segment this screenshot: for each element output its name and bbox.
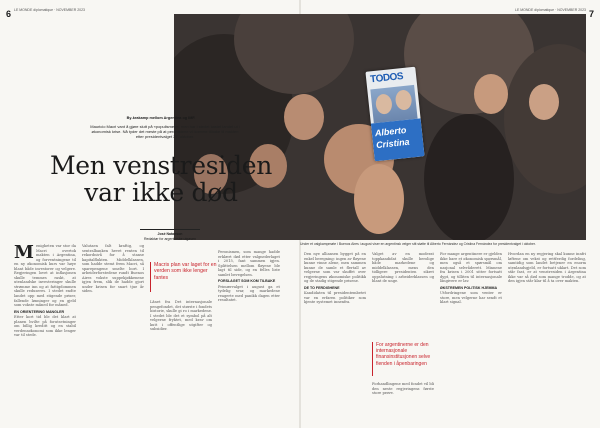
flyer-name-2: Cristina [375, 136, 411, 151]
flyer-name-1: Alberto [374, 124, 407, 139]
pullquote-right: For argentinerne er den internasjonale finansinstitusjonen selve fienden i åpenbaringen [376, 342, 431, 367]
body-column-2: Valutaen falt kraftig, og sentralbanken hevet renten til rekordnivå for å stanse kapitalflukten. Middelklassen, som hadde stemt frem Macri, så sparepengene smelte bort. I arbeiderforstedene rundt Buenos Aires vokste suppekjøkkenene igjen frem, slik de hadde gjort under krisen for snart tjue år siden. [82, 244, 144, 294]
body-column-7: For mange argentinere er gjelden ikke bare et økonomisk spørsmål, men også et spørsmål om nasjonal selvråderett. Minnene fra krisen i 2001 sitter fortsatt dypt, og tilliten til internasjonale långivere er lav. ØKSTREMEN POLITISK HJEMMA Utfordringene som venter er store, men velgerne har sendt et klart signal. [440, 252, 502, 305]
body-text: enigheten var stor da Macri overtok makten i Argentina, og forventningene til en ny økonomisk kurs var høye blant både investorer og velgere. Regjeringen lovet at inflasjonen skulle temmes raskt, at utenlandske investeringer skulle strømme inn og at fattigdommen skulle reduseres. I stedet endte landet opp med stigende priser, fallende lønninger og en gjeld som vokste måned for måned. [14, 244, 76, 308]
running-head-right: LE MONDE diplomatique · NOVEMBER 2023 [515, 8, 586, 12]
flyer-name-band [371, 118, 425, 161]
byline-name: José Natanson [157, 232, 183, 236]
body-column-6: Valget av en moderat toppkandidat skulle berolige både markedene og middelklassen, mens den tidligere presidenten sikret oppslutning i arbeiderklassen og blant de unge. [372, 252, 434, 284]
photo-caption: Under et valgkampmøte i Buenos Aires i august viser en argentinsk velger sitt støtte til Alberto Fernández og Cristina Fernández for presidentvalget i oktober. [300, 242, 536, 246]
headline-line-1: Men venstresiden [49, 151, 272, 180]
body-column-6b: Forhandlingene med fondet vil bli den neste regjeringens første store prøve. [372, 382, 434, 396]
kicker: By-krakamp mellom Argentina og IMF. [126, 116, 196, 120]
pullquote-left-bar [150, 262, 151, 292]
pullquote-right-bar [372, 342, 373, 376]
flyer-logo: TODOS [369, 70, 404, 86]
subhead-2: FORSLAGET SOM KOM TILBAKE [218, 279, 276, 284]
byline [120, 232, 220, 241]
subhead-3: DE TO FERDIGHENE [304, 285, 340, 290]
body-column-5: Den nye alliansen bygget på en enkel beregning: ingen av fløyene kunne vinne alene, men sammen kunne de samle et flertall av velgerne som var skuffet over regjeringens økonomiske politikk og de stadig stigende prisene. DE TO FERDIGHENE Kandidaten til presidentembetet var en erfaren politiker som kjente systemet innenfra. [304, 252, 366, 305]
page-number-left: 6 [6, 9, 12, 19]
body-column-1: M enigheten var stor da Macri overtok makten i Argentina, og forventningene til en ny økonomisk kurs var høye blant både investorer og velgere. Regjeringen lovet at inflasjonen skulle temmes raskt, at utenlandske investeringer skulle strømme inn og at fattigdommen skulle reduseres. I stedet endte landet opp med stigende priser, fallende lønninger og en gjeld som vokste måned for måned. EN ORIENTERING MANGLER Etter kort tid ble det klart at planen hvilte på forutsetninger om billig kreditt og en stabil verdensøkonomi som ikke lenger var til stede. [14, 244, 76, 338]
body-column-3: Lånet fra Det internasjonale pengefondet, det største i fondets historie, skulle gi ro i markedene. I stedet ble det et symbol på alt velgerne fryktet, med krav om kutt i offentlige utgifter og subsidier. [150, 300, 212, 332]
headline-line-2: var ikke død [84, 178, 238, 207]
pullquote-left: Macris plan var laget for en verden som ikke lenger fantes [154, 262, 217, 281]
deck: Mauricio Macri vant å gjøre slutt på «populismen», men har i stedet kastet landet ut i økonomisk krise. Nå tyder det meste på at peronistene vil komme tilbake til makten etter presidentvalget 27. oktober. [90, 124, 240, 139]
subhead-1: EN ORIENTERING MANGLER [14, 309, 65, 314]
flyer-portraits [370, 85, 417, 123]
headline [36, 152, 286, 206]
body-column-4: Peronismen, som mange hadde erklært død etter valgnederlaget i 2015, fant sammen igjen. Splittelsen mellom fløyene ble lagt til side, og en felles liste samlet bevegelsen. FORSLAGET SOM KOM TILBAKE Primærvalget i august ga et tydelig svar, og markedene reagerte med panikk dagen etter resultatet. [218, 250, 280, 303]
body-column-8: Hvordan en ny regjering skal kunne innfri løftene om vekst og rettferdig fordeling, samtidig som landet betjener en enorm utenlandsgjeld, er fortsatt uklart. Det som står fast, er at venstresiden i Argentina ikke var så død som mange trodde, og at den igjen står klar til å ta over makten. [508, 252, 586, 284]
running-head-left: LE MONDE diplomatique · NOVEMBER 2023 [14, 8, 85, 12]
page-number-right: 7 [588, 9, 594, 19]
byline-rule [140, 229, 200, 230]
subhead-4: ØKSTREMEN POLITISK HJEMMA [440, 285, 498, 290]
drop-cap: M [14, 244, 34, 263]
byline-role: Redaktør for argentinske utgaven [144, 236, 196, 241]
campaign-flyer [365, 67, 424, 162]
